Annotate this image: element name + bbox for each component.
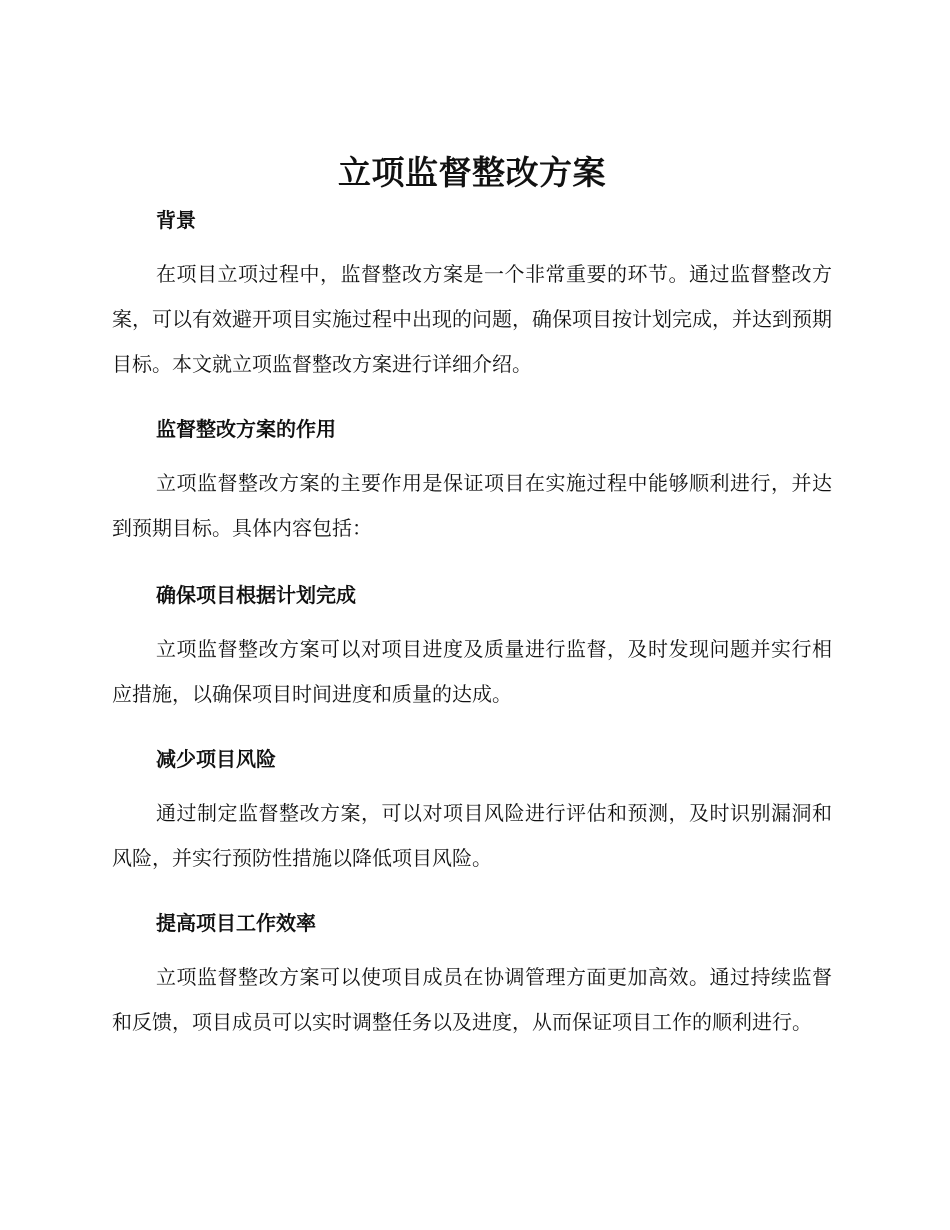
document-title: 立项监督整改方案: [338, 153, 606, 192]
section-heading-reduce-risk: 减少项目风险: [156, 747, 276, 771]
section-paragraph-efficiency: 立项监督整改方案可以使项目成员在协调管理方面更加高效。通过持续监督和反馈，项目成员可以实时调整任务以及进度，从而保证项目工作的顺利进行。: [112, 965, 832, 1034]
section-heading-background: 背景: [156, 208, 196, 232]
section-heading-efficiency: 提高项目工作效率: [156, 911, 316, 935]
section-heading-purpose: 监督整改方案的作用: [156, 417, 336, 441]
document-body: [112, 150, 832, 1045]
section-paragraph-ensure-plan: 立项监督整改方案可以对项目进度及质量进行监督，及时发现问题并实行相应措施，以确保项目时间进度和质量的达成。: [112, 637, 832, 706]
section-paragraph-reduce-risk: 通过制定监督整改方案，可以对项目风险进行评估和预测，及时识别漏洞和风险，并实行预防性措施以降低项目风险。: [112, 801, 832, 870]
section-paragraph-background: 在项目立项过程中，监督整改方案是一个非常重要的环节。通过监督整改方案，可以有效避开项目实施过程中出现的问题，确保项目按计划完成，并达到预期目标。本文就立项监督整改方案进行详细介绍。: [112, 262, 832, 376]
section-heading-ensure-plan: 确保项目根据计划完成: [156, 583, 356, 607]
section-paragraph-purpose: 立项监督整改方案的主要作用是保证项目在实施过程中能够顺利进行，并达到预期目标。具体内容包括：: [112, 471, 832, 540]
